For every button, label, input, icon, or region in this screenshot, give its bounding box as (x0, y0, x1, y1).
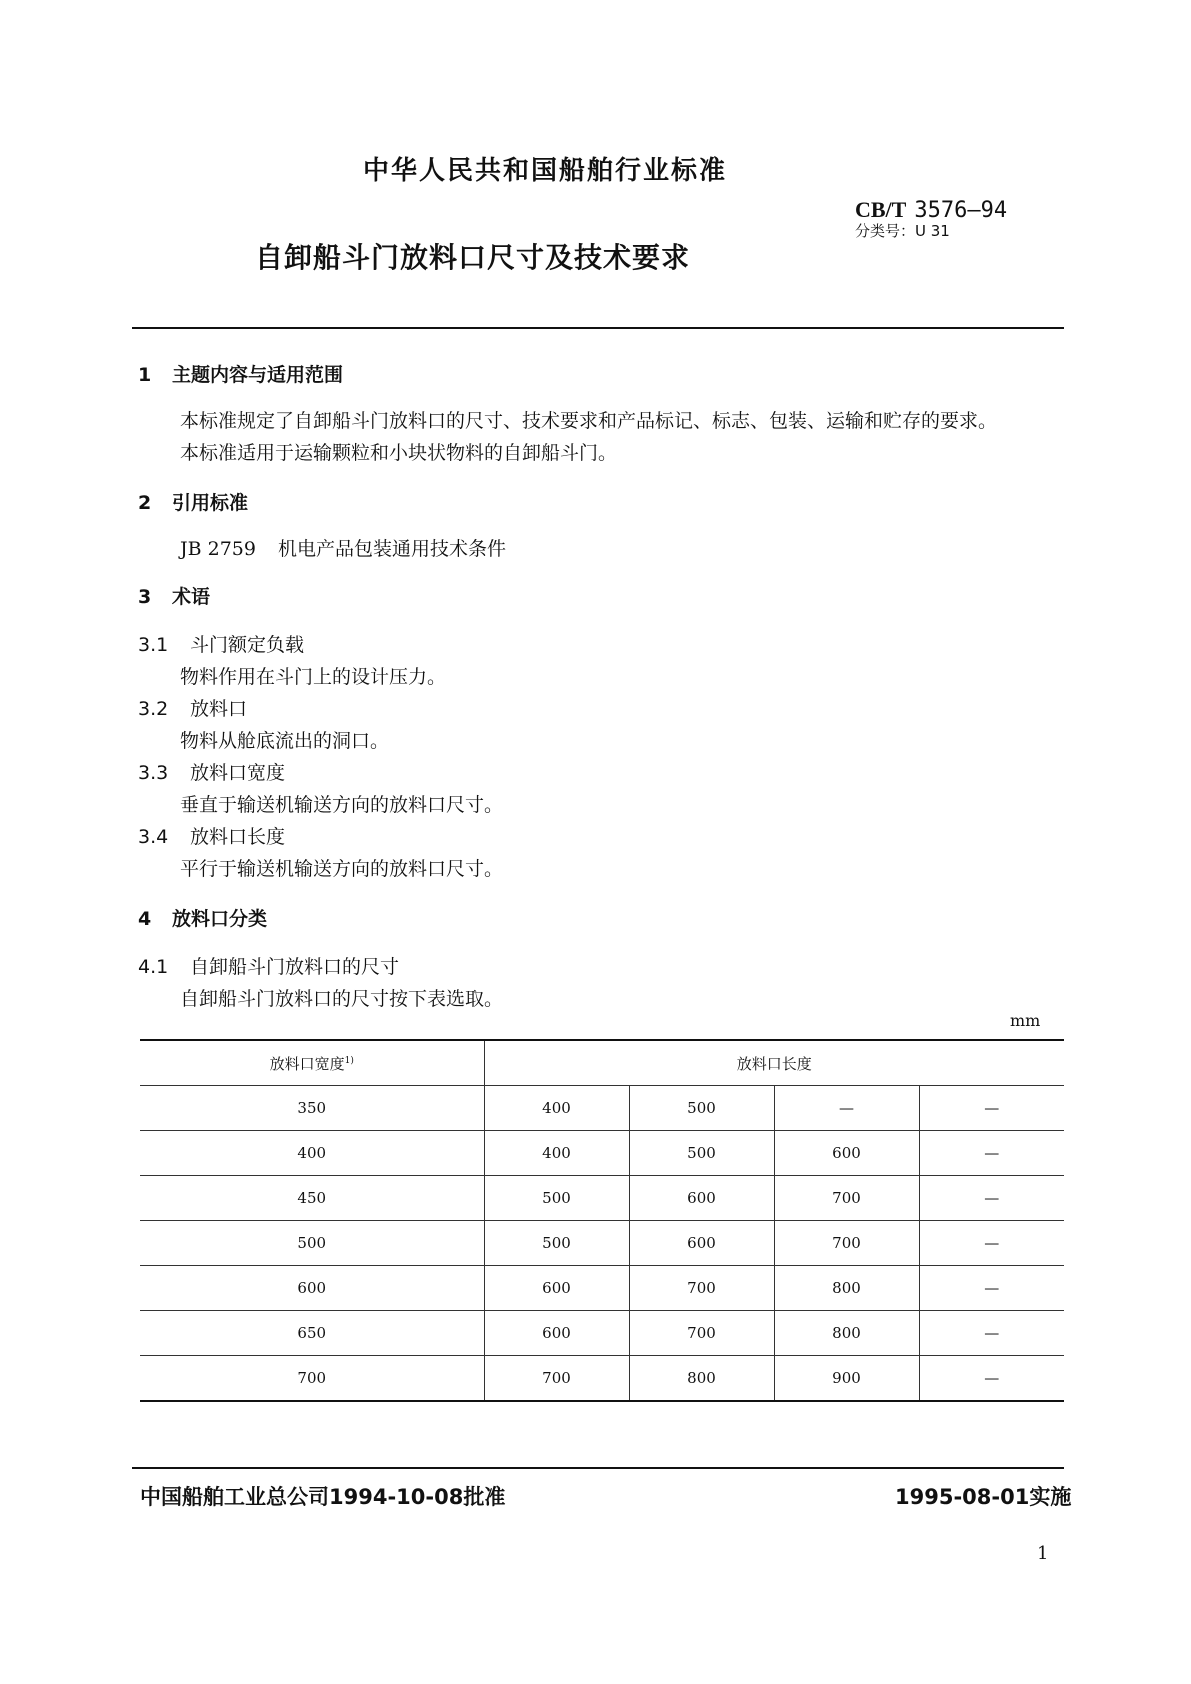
term-name: 斗门额定负载 (190, 634, 305, 656)
section-number: 3 (138, 586, 152, 608)
table-cell: 700 (629, 1311, 774, 1356)
table-cell: — (919, 1086, 1064, 1131)
table-cell: 800 (629, 1356, 774, 1402)
table-cell: 600 (629, 1221, 774, 1266)
reference-code: JB 2759 (180, 538, 256, 560)
section-1-heading (138, 360, 343, 387)
subsection-title: 自卸船斗门放料口的尺寸 (190, 956, 400, 978)
table-cell: 600 (484, 1311, 629, 1356)
table-cell: 600 (774, 1131, 919, 1176)
header-org: 中华人民共和国船舶行业标准 (362, 156, 727, 186)
term-3-2-heading (138, 694, 247, 721)
subsection-4-1-heading (138, 952, 399, 979)
section-3-heading (138, 582, 210, 609)
term-3-3-definition: 垂直于输送机输送方向的放料口尺寸。 (180, 794, 504, 816)
table-unit: mm (1010, 1011, 1041, 1030)
table-cell: 500 (484, 1221, 629, 1266)
table-cell: 700 (629, 1266, 774, 1311)
top-divider (132, 327, 1064, 329)
table-row (140, 1221, 1064, 1266)
section-title: 放料口分类 (172, 908, 268, 930)
classification-number: 分类号：U 31 (855, 222, 950, 240)
approval-statement: 中国船舶工业总公司1994-10-08批准 (140, 1485, 506, 1509)
table-cell: 700 (140, 1356, 484, 1402)
term-number: 3.3 (138, 762, 169, 784)
term-3-2-definition: 物料从舱底流出的洞口。 (180, 730, 390, 752)
table-cell: 450 (140, 1176, 484, 1221)
table-row (140, 1356, 1064, 1402)
term-number: 3.4 (138, 826, 169, 848)
header-outlet-width-label: 放料口宽度 (269, 1054, 345, 1073)
table-cell: 800 (774, 1311, 919, 1356)
table-cell: 700 (774, 1176, 919, 1221)
header-outlet-length: 放料口长度 (484, 1040, 1064, 1086)
table-cell: — (919, 1311, 1064, 1356)
term-number: 3.1 (138, 634, 169, 656)
outlet-dimension-table (140, 1039, 1064, 1402)
standard-code-number: 3576—94 (914, 198, 1008, 223)
table-cell: 400 (484, 1086, 629, 1131)
effective-date: 1995-08-01实施 (895, 1485, 1072, 1509)
term-3-3-heading (138, 758, 285, 785)
table-row (140, 1266, 1064, 1311)
table-row (140, 1131, 1064, 1176)
table-cell: 400 (140, 1131, 484, 1176)
term-name: 放料口长度 (190, 826, 286, 848)
table-cell: 500 (629, 1131, 774, 1176)
table-cell: 800 (774, 1266, 919, 1311)
section-number: 2 (138, 492, 152, 514)
reference-standard (180, 534, 506, 561)
section-title: 主题内容与适用范围 (172, 364, 344, 386)
term-name: 放料口宽度 (190, 762, 286, 784)
section-1-paragraph-1: 本标准规定了自卸船斗门放料口的尺寸、技术要求和产品标记、标志、包装、运输和贮存的要求。 (180, 410, 998, 432)
term-name: 放料口 (190, 698, 248, 720)
table-cell: 900 (774, 1356, 919, 1402)
table-cell: 600 (629, 1176, 774, 1221)
section-title: 术语 (172, 586, 211, 608)
term-3-4-heading (138, 822, 285, 849)
table-cell: 700 (774, 1221, 919, 1266)
table-cell: — (919, 1176, 1064, 1221)
table-row (140, 1176, 1064, 1221)
table-cell: 350 (140, 1086, 484, 1131)
table-cell: — (919, 1356, 1064, 1402)
section-title: 引用标准 (172, 492, 249, 514)
table-cell: 600 (484, 1266, 629, 1311)
term-3-1-definition: 物料作用在斗门上的设计压力。 (180, 666, 447, 688)
subsection-number: 4.1 (138, 956, 169, 978)
section-4-heading (138, 904, 267, 931)
header-outlet-width (140, 1040, 484, 1086)
document-title: 自卸船斗门放料口尺寸及技术要求 (255, 241, 691, 274)
section-1-paragraph-2: 本标准适用于运输颗粒和小块状物料的自卸船斗门。 (180, 442, 618, 464)
table-cell: 400 (484, 1131, 629, 1176)
term-3-1-heading (138, 630, 304, 657)
table-cell: 500 (629, 1086, 774, 1131)
table-row (140, 1311, 1064, 1356)
table-cell: — (919, 1266, 1064, 1311)
table-cell: 500 (484, 1176, 629, 1221)
term-number: 3.2 (138, 698, 169, 720)
table-row (140, 1086, 1064, 1131)
table-cell: 500 (140, 1221, 484, 1266)
term-3-4-definition: 平行于输送机输送方向的放料口尺寸。 (180, 858, 504, 880)
reference-title: 机电产品包装通用技术条件 (277, 538, 506, 560)
standard-code-prefix: CB/T (855, 197, 907, 222)
table-cell: 600 (140, 1266, 484, 1311)
page-number: 1 (1037, 1543, 1049, 1564)
table-cell: — (919, 1131, 1064, 1176)
table-cell: 700 (484, 1356, 629, 1402)
subsection-4-1-text: 自卸船斗门放料口的尺寸按下表选取。 (180, 988, 504, 1010)
bottom-divider (132, 1467, 1064, 1469)
table-cell: — (774, 1086, 919, 1131)
footnote-marker: 1) (344, 1055, 354, 1066)
table-header-row (140, 1040, 1064, 1086)
table-cell: — (919, 1221, 1064, 1266)
section-number: 1 (138, 364, 152, 386)
section-number: 4 (138, 908, 152, 930)
table-cell: 650 (140, 1311, 484, 1356)
section-2-heading (138, 488, 248, 515)
